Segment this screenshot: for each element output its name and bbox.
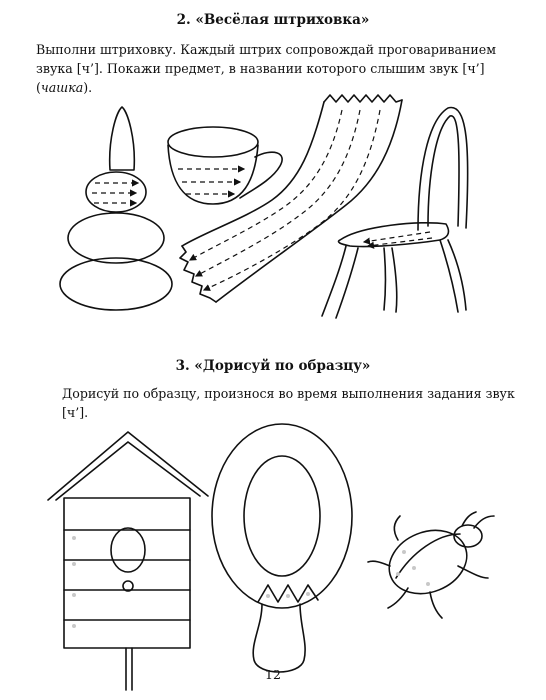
beetle-icon [368, 512, 494, 618]
exercise-3-title: 3. «Дорисуй по образцу» [175, 358, 371, 374]
italic-word: чашка [40, 80, 84, 95]
ribbon-icon [180, 95, 402, 302]
cup-icon [168, 127, 282, 204]
pyramid-toy-icon [60, 107, 172, 310]
exercise-3-instruction: Дорисуй по образцу, произнося во время выполнения задания звук [ч’]. [62, 386, 515, 420]
instruction-line-2-end: ). [83, 80, 93, 95]
mirror-icon [212, 424, 352, 672]
instruction-line-1: Выполни штриховку. Каждый штрих сопровождай проговариванием [36, 42, 496, 57]
birdhouse-icon [48, 432, 208, 690]
chair-icon [322, 107, 468, 318]
instruction-line-2: звука [ч’]. Покажи предмет, в названии которого слышим звук [ч’] ( [36, 61, 485, 95]
page-number: 12 [265, 667, 281, 682]
exercise-2-title: 2. «Весёлая штриховка» [176, 12, 370, 28]
